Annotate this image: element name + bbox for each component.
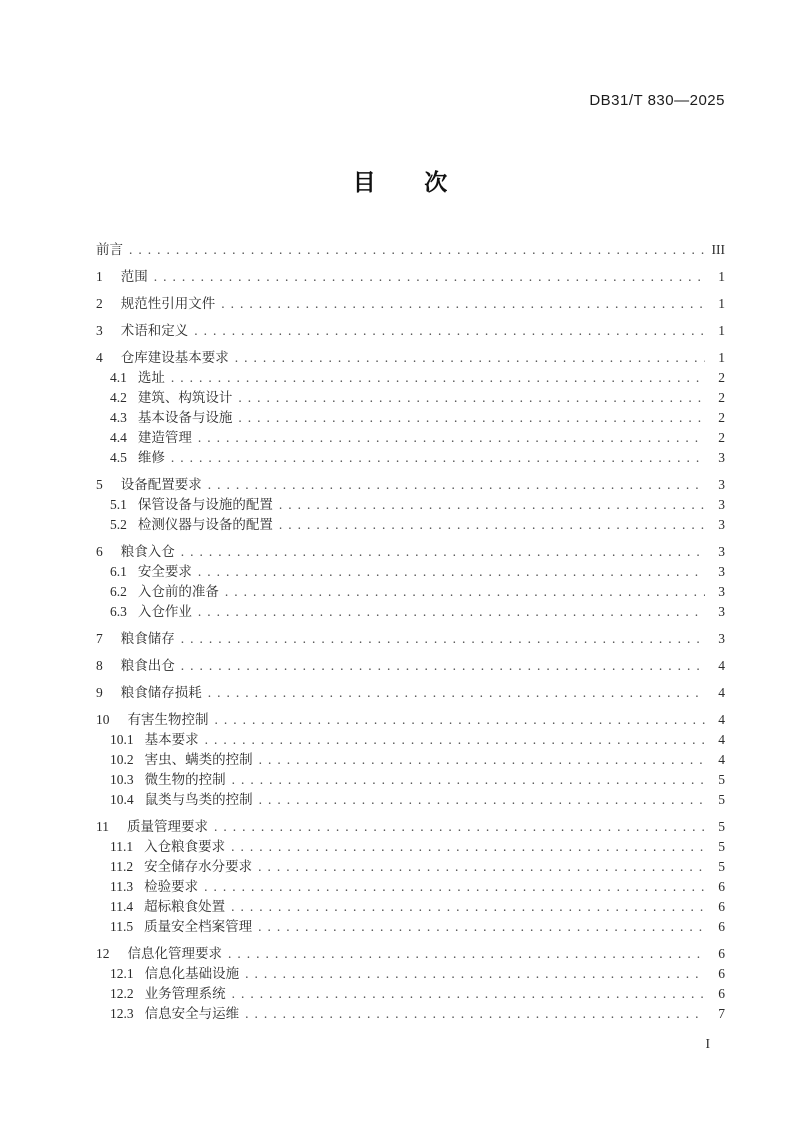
toc-entry-number: 10.2 xyxy=(110,752,134,767)
toc-entry-number: 6.2 xyxy=(110,584,127,599)
toc-dot-leader xyxy=(181,542,705,562)
toc-entry-page: 3 xyxy=(718,497,725,512)
toc-dot-leader xyxy=(154,267,705,287)
toc-dot-leader xyxy=(208,683,705,703)
page-title xyxy=(0,164,800,197)
toc-entry-page: 2 xyxy=(718,370,725,385)
toc-entry-page: 5 xyxy=(718,839,725,854)
toc-entry-number: 10.4 xyxy=(110,792,134,807)
toc-dot-leader xyxy=(171,448,705,468)
toc-entry-page: 3 xyxy=(718,584,725,599)
toc-entry-page: 4 xyxy=(718,658,725,673)
toc-dot-leader xyxy=(225,582,705,602)
toc-entry xyxy=(96,368,725,388)
toc-dot-leader xyxy=(232,770,705,790)
toc-entry xyxy=(96,897,725,917)
toc-entry-label: 入仓作业 xyxy=(137,604,192,619)
toc-entry xyxy=(96,348,725,368)
toc-entry xyxy=(96,495,725,515)
toc-entry-number: 11.2 xyxy=(110,859,134,874)
toc-entry-label: 安全要求 xyxy=(137,564,192,579)
toc-dot-leader xyxy=(215,710,706,730)
toc-dot-leader xyxy=(235,348,705,368)
toc-dot-leader xyxy=(221,294,705,314)
toc-list xyxy=(96,240,725,1024)
toc-entry-number: 9 xyxy=(96,685,103,700)
toc-entry-label: 信息化基础设施 xyxy=(144,966,240,981)
toc-entry-number: 11.1 xyxy=(110,839,134,854)
toc-entry xyxy=(96,837,725,857)
toc-entry-page: 5 xyxy=(718,792,725,807)
toc-entry-page: 4 xyxy=(718,752,725,767)
toc-entry-number: 11 xyxy=(96,819,109,834)
toc-entry-number: 4.5 xyxy=(110,450,127,465)
toc-entry-label: 质量管理要求 xyxy=(127,819,208,834)
toc-entry-page: 3 xyxy=(718,564,725,579)
toc-entry-number: 12 xyxy=(96,946,110,961)
toc-dot-leader xyxy=(232,984,705,1004)
toc-entry-page: 1 xyxy=(718,323,725,338)
toc-entry-number: 4 xyxy=(96,350,103,365)
toc-dot-leader xyxy=(198,602,705,622)
toc-entry-page: 4 xyxy=(718,732,725,747)
toc-entry xyxy=(96,562,725,582)
toc-entry-label: 保管设备与设施的配置 xyxy=(137,497,273,512)
toc-entry-number: 6 xyxy=(96,544,103,559)
toc-entry xyxy=(96,984,725,1004)
toc-entry-number: 12.3 xyxy=(110,1006,134,1021)
toc-entry xyxy=(96,542,725,562)
toc-entry-label: 鼠类与鸟类的控制 xyxy=(144,792,253,807)
toc-dot-leader xyxy=(245,1004,705,1024)
toc-dot-leader xyxy=(258,857,705,877)
toc-dot-leader xyxy=(171,368,705,388)
toc-entry-page: 5 xyxy=(718,859,725,874)
toc-dot-leader xyxy=(181,629,705,649)
toc-dot-leader xyxy=(258,917,705,937)
toc-entry-page: 5 xyxy=(718,772,725,787)
toc-entry-label: 粮食储存 xyxy=(120,631,175,646)
toc-entry-number: 11.3 xyxy=(110,879,134,894)
toc-entry xyxy=(96,817,725,837)
toc-entry-number: 5.2 xyxy=(110,517,127,532)
toc-entry xyxy=(96,294,725,314)
toc-dot-leader xyxy=(238,388,705,408)
toc-entry-page: 2 xyxy=(718,410,725,425)
toc-entry-number: 10 xyxy=(96,712,110,727)
page-title-char-1: 目 xyxy=(352,169,376,195)
toc-entry-number: 4.3 xyxy=(110,410,127,425)
toc-entry-number: 4.4 xyxy=(110,430,127,445)
toc-entry-label: 粮食入仓 xyxy=(120,544,175,559)
toc-entry-page: 1 xyxy=(718,269,725,284)
toc-entry xyxy=(96,1004,725,1024)
toc-entry xyxy=(96,750,725,770)
toc-entry-page: 3 xyxy=(718,477,725,492)
toc-entry-number: 11.5 xyxy=(110,919,134,934)
toc-entry xyxy=(96,710,725,730)
toc-entry-label: 粮食出仓 xyxy=(120,658,175,673)
toc-entry-page: 3 xyxy=(718,604,725,619)
toc-entry-number: 5.1 xyxy=(110,497,127,512)
toc-entry xyxy=(96,770,725,790)
toc-entry-label: 信息安全与运维 xyxy=(144,1006,240,1021)
toc-entry-page: III xyxy=(711,242,725,257)
toc-entry-label: 规范性引用文件 xyxy=(120,296,216,311)
toc-entry-label: 检验要求 xyxy=(144,879,199,894)
toc-entry xyxy=(96,683,725,703)
footer-page-number: I xyxy=(705,1036,710,1051)
toc-entry-number: 11.4 xyxy=(110,899,134,914)
toc-entry-page: 6 xyxy=(718,879,725,894)
toc-entry-page: 4 xyxy=(718,685,725,700)
toc-entry xyxy=(96,602,725,622)
toc-entry-label: 范围 xyxy=(120,269,148,284)
toc-entry-label: 基本要求 xyxy=(144,732,199,747)
toc-entry-number: 4.2 xyxy=(110,390,127,405)
toc-entry-label: 超标粮食处置 xyxy=(144,899,226,914)
toc-entry-page: 2 xyxy=(718,390,725,405)
toc-dot-leader xyxy=(194,321,705,341)
toc-entry-page: 3 xyxy=(718,544,725,559)
toc-dot-leader xyxy=(259,790,705,810)
toc-entry xyxy=(96,629,725,649)
toc-entry-label: 信息化管理要求 xyxy=(127,946,222,961)
toc-entry-label: 前言 xyxy=(96,242,123,257)
toc-entry-label: 粮食储存损耗 xyxy=(120,685,202,700)
toc-entry xyxy=(96,790,725,810)
toc-entry xyxy=(96,730,725,750)
toc-dot-leader xyxy=(205,730,705,750)
toc-entry xyxy=(96,267,725,287)
toc-dot-leader xyxy=(231,897,705,917)
toc-entry-label: 检测仪器与设备的配置 xyxy=(137,517,273,532)
toc-entry-label: 术语和定义 xyxy=(120,323,189,338)
toc-entry-number: 6.1 xyxy=(110,564,127,579)
toc-entry-label: 选址 xyxy=(137,370,165,385)
toc-entry-page: 6 xyxy=(718,966,725,981)
toc-entry xyxy=(96,964,725,984)
toc-entry-page: 3 xyxy=(718,450,725,465)
toc-entry-label: 维修 xyxy=(137,450,165,465)
toc-entry xyxy=(96,944,725,964)
toc-entry-page: 1 xyxy=(718,350,725,365)
toc-entry-number: 6.3 xyxy=(110,604,127,619)
toc-entry xyxy=(96,656,725,676)
toc-dot-leader xyxy=(238,408,705,428)
toc-dot-leader xyxy=(208,475,705,495)
toc-entry xyxy=(96,877,725,897)
toc-entry xyxy=(96,582,725,602)
toc-dot-leader xyxy=(228,944,705,964)
toc-entry-page: 4 xyxy=(718,712,725,727)
toc-dot-leader xyxy=(279,515,705,535)
toc-entry-label: 有害生物控制 xyxy=(127,712,209,727)
toc-entry-label: 仓库建设基本要求 xyxy=(120,350,229,365)
standard-number: DB31/T 830—2025 xyxy=(589,92,725,109)
toc-dot-leader xyxy=(198,562,705,582)
toc-entry-number: 10.1 xyxy=(110,732,134,747)
toc-dot-leader xyxy=(245,964,705,984)
toc-dot-leader xyxy=(279,495,705,515)
toc-entry-label: 业务管理系统 xyxy=(144,986,226,1001)
toc-dot-leader xyxy=(231,837,705,857)
toc-entry-number: 10.3 xyxy=(110,772,134,787)
toc-entry-number: 7 xyxy=(96,631,103,646)
toc-entry-page: 1 xyxy=(718,296,725,311)
toc-entry-number: 2 xyxy=(96,296,103,311)
toc-dot-leader xyxy=(204,877,705,897)
toc-entry-page: 3 xyxy=(718,631,725,646)
toc-entry xyxy=(96,857,725,877)
toc-entry-label: 基本设备与设施 xyxy=(137,410,233,425)
toc-entry-page: 5 xyxy=(718,819,725,834)
toc-entry-page: 6 xyxy=(718,946,725,961)
toc-entry-page: 2 xyxy=(718,430,725,445)
toc-entry xyxy=(96,240,725,260)
toc-dot-leader xyxy=(259,750,705,770)
toc-entry-page: 3 xyxy=(718,517,725,532)
toc-entry-page: 6 xyxy=(718,919,725,934)
toc-entry-page: 7 xyxy=(718,1006,725,1021)
toc-entry-label: 建筑、构筑设计 xyxy=(137,390,233,405)
page-title-char-2: 次 xyxy=(424,169,448,195)
toc-entry-number: 4.1 xyxy=(110,370,127,385)
toc-entry-number: 5 xyxy=(96,477,103,492)
toc-entry xyxy=(96,475,725,495)
toc-entry-number: 3 xyxy=(96,323,103,338)
toc-entry-label: 入仓粮食要求 xyxy=(144,839,226,854)
toc-entry xyxy=(96,388,725,408)
toc-dot-leader xyxy=(129,240,705,260)
toc-entry-label: 安全储存水分要求 xyxy=(144,859,253,874)
toc-dot-leader xyxy=(214,817,705,837)
toc-entry xyxy=(96,917,725,937)
toc-entry-label: 质量安全档案管理 xyxy=(144,919,253,934)
toc-dot-leader xyxy=(198,428,705,448)
toc-entry xyxy=(96,428,725,448)
toc-entry-number: 1 xyxy=(96,269,103,284)
toc-entry-page: 6 xyxy=(718,899,725,914)
toc-entry xyxy=(96,448,725,468)
toc-entry-label: 设备配置要求 xyxy=(120,477,202,492)
toc-entry xyxy=(96,321,725,341)
toc-entry-number: 12.2 xyxy=(110,986,134,1001)
toc-entry-label: 微生物的控制 xyxy=(144,772,226,787)
toc-entry xyxy=(96,408,725,428)
toc-entry-number: 12.1 xyxy=(110,966,134,981)
toc-dot-leader xyxy=(181,656,705,676)
toc-entry-label: 入仓前的准备 xyxy=(137,584,219,599)
toc-entry-page: 6 xyxy=(718,986,725,1001)
toc-entry xyxy=(96,515,725,535)
toc-entry-label: 害虫、螨类的控制 xyxy=(144,752,253,767)
toc-entry-number: 8 xyxy=(96,658,103,673)
toc-entry-label: 建造管理 xyxy=(137,430,192,445)
